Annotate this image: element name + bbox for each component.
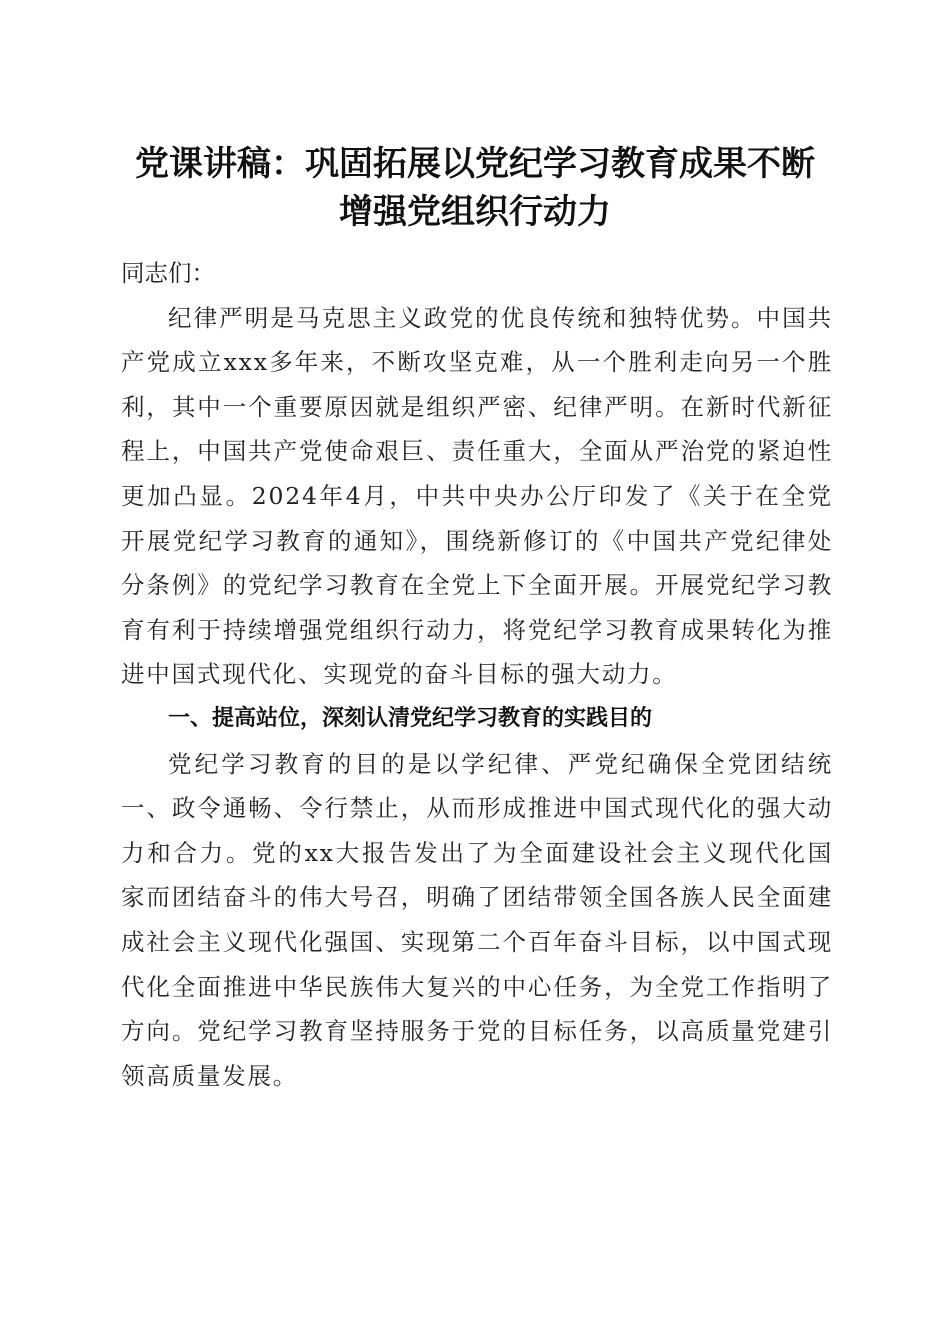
paragraph-1: 纪律严明是马克思主义政党的优良传统和独特优势。中国共产党成立xxx多年来，不断攻坚克难，从一个胜利走向另一个胜利，其中一个重要原因就是组织严密、纪律严明。在新时代新征程上，中国共产党使命艰巨、责任重大，全面从严治党的紧迫性更加凸显。2024年4月，中共中央办公厅印发了《关于在全党开展党纪学习教育的通知》，围绕新修订的《中国共产党纪律处分条例》的党纪学习教育在全党上下全面开展。开展党纪学习教育有利于持续增强党组织行动力，将党纪学习教育成果转化为推进中国式现代化、实现党的奋斗目标的强大动力。 — [121, 303, 833, 689]
paragraph-2: 党纪学习教育的目的是以学纪律、严党纪确保全党团结统一、政令通畅、令行禁止，从而形成推进中国式现代化的强大动力和合力。党的xx大报告发出了为全面建设社会主义现代化国家而团结奋斗的伟大号召，明确了团结带领全国各族人民全面建成社会主义现代化强国、实现第二个百年奋斗目标，以中国式现代化全面推进中华民族伟大复兴的中心任务，为全党工作指明了方向。党纪学习教育坚持服务于党的目标任务，以高质量党建引领高质量发展。 — [121, 749, 833, 1090]
document-title-line-2: 增强党组织行动力 — [339, 192, 611, 232]
document-title-line-1: 党课讲稿：巩固拓展以党纪学习教育成果不断 — [135, 144, 815, 184]
document-body — [121, 251, 833, 1098]
section-heading-1: 一、提高站位，深刻认清党纪学习教育的实践目的 — [168, 705, 653, 731]
greeting: 同志们： — [121, 259, 215, 287]
